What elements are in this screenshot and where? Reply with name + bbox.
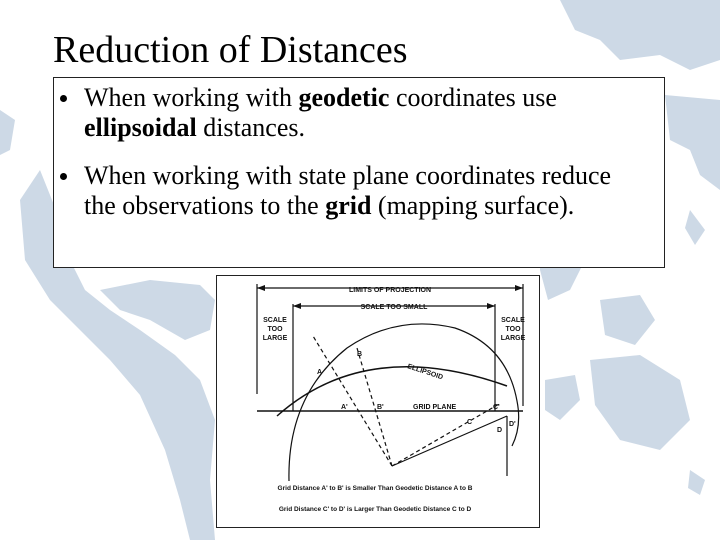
bullet-textbox [53,77,665,268]
point-b: B [357,351,363,358]
bullet-text: When working with [84,83,299,112]
ray-right-dashed [392,404,499,466]
bullet-dot-icon [60,95,67,102]
scale-large-right-3: LARGE [500,335,526,342]
earth-outline [289,324,519,481]
projection-diagram-svg [217,276,539,527]
ellipsoid-arc [277,367,507,416]
caption-ab: Grid Distance A' to B' is Smaller Than Geodetic Distance A to B [277,485,473,492]
ray-left-dashed [313,336,392,466]
ray-right [392,416,507,466]
scale-large-left-3: LARGE [262,335,288,342]
point-d-prime: D' [509,421,516,428]
bullet-text: When working with state plane coordinates reduce the observations to the [84,161,612,220]
caption-cd: Grid Distance C' to D' is Larger Than Geodetic Distance C to D [278,506,472,513]
point-a-prime: A' [341,404,348,411]
bullet-item-state-plane [84,161,644,221]
scale-small-label: SCALE TOO SMALL [360,304,428,311]
limits-label: LIMITS OF PROJECTION [348,287,432,294]
bullet-item-geodetic [84,83,644,143]
bullet-text: coordinates use [389,83,557,112]
point-d: D [497,427,503,434]
projection-diagram [216,275,540,528]
slide-title: Reduction of Distances [53,29,408,71]
scale-large-left-1: SCALE [263,317,287,324]
bullet-bold-text: grid [325,191,372,220]
bullet-bold-text: ellipsoidal [84,113,197,142]
ellipsoid-label: ELLIPSOID [406,363,444,382]
point-b-prime: B' [377,404,384,411]
bullet-dot-icon [60,173,67,180]
scale-large-right-2: TOO [505,326,521,333]
point-c-prime: C' [493,404,500,411]
point-c: C [467,419,473,426]
grid-plane-label: GRID PLANE [413,404,457,411]
scale-large-left-2: TOO [267,326,283,333]
ray-mid-dashed [357,348,392,466]
bullet-text: (mapping surface). [371,191,575,220]
bullet-text: distances. [196,113,306,142]
scale-large-right-1: SCALE [501,317,525,324]
point-a: A [317,369,323,376]
bullet-bold-text: geodetic [298,83,390,112]
